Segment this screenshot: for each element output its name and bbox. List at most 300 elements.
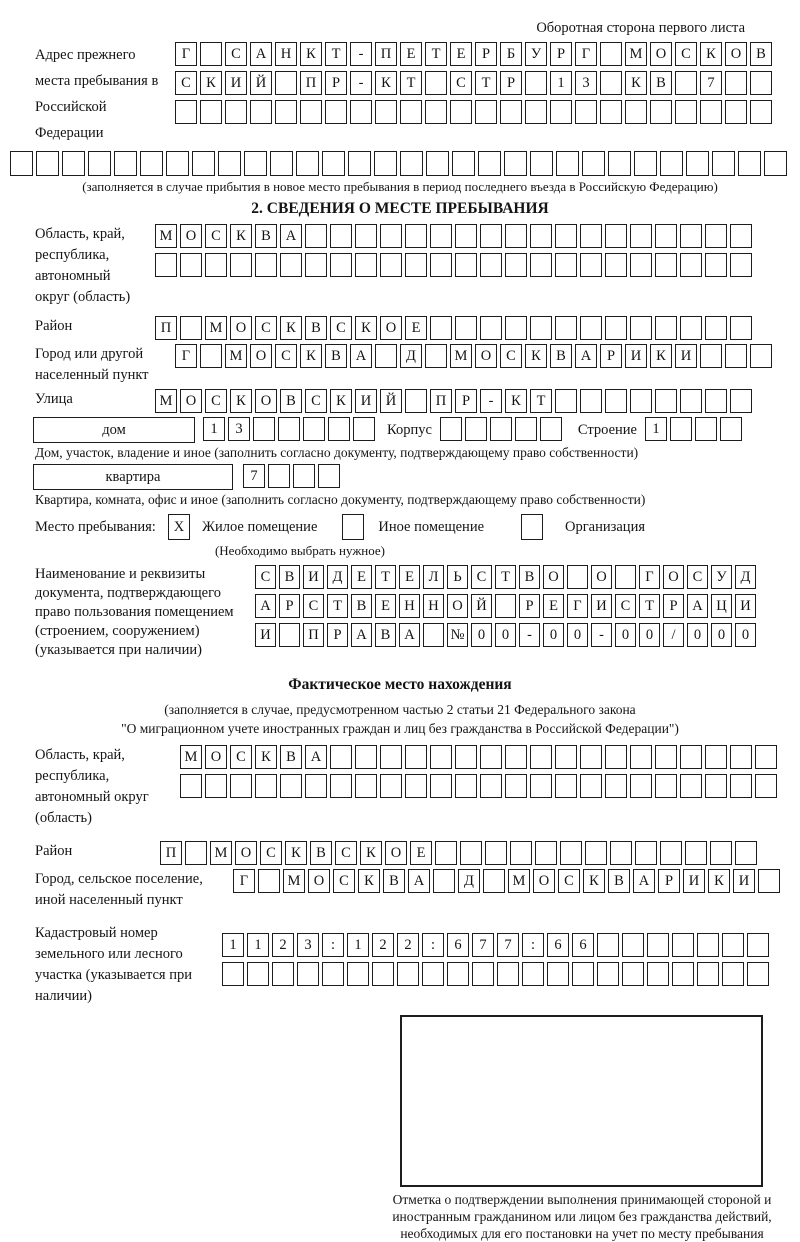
char-cell[interactable]: Д bbox=[400, 344, 422, 368]
char-cell[interactable] bbox=[680, 253, 702, 277]
char-cell[interactable] bbox=[405, 224, 427, 248]
char-cell[interactable]: С bbox=[275, 344, 297, 368]
char-cell[interactable] bbox=[279, 623, 300, 647]
char-cell[interactable]: О bbox=[543, 565, 564, 589]
char-cell[interactable] bbox=[430, 774, 452, 798]
char-cell[interactable]: В bbox=[305, 316, 327, 340]
char-cell[interactable]: Р bbox=[455, 389, 477, 413]
char-cell[interactable] bbox=[535, 841, 557, 865]
char-cell[interactable] bbox=[670, 417, 692, 441]
char-cell[interactable]: Т bbox=[327, 594, 348, 618]
char-cell[interactable] bbox=[480, 316, 502, 340]
char-cell[interactable] bbox=[405, 253, 427, 277]
char-cell[interactable] bbox=[440, 417, 462, 441]
char-cell[interactable] bbox=[200, 42, 222, 66]
char-cell[interactable] bbox=[258, 869, 280, 893]
char-cell[interactable] bbox=[478, 151, 501, 176]
char-cell[interactable]: - bbox=[591, 623, 612, 647]
char-cell[interactable]: О bbox=[180, 224, 202, 248]
char-cell[interactable] bbox=[405, 389, 427, 413]
char-cell[interactable]: В bbox=[519, 565, 540, 589]
char-cell[interactable] bbox=[530, 774, 552, 798]
char-cell[interactable]: С bbox=[305, 389, 327, 413]
char-cell[interactable]: Н bbox=[399, 594, 420, 618]
char-cell[interactable]: Р bbox=[327, 623, 348, 647]
char-cell[interactable]: Е bbox=[543, 594, 564, 618]
char-cell[interactable]: 6 bbox=[547, 933, 569, 957]
char-cell[interactable] bbox=[280, 774, 302, 798]
char-cell[interactable] bbox=[374, 151, 397, 176]
char-cell[interactable]: 1 bbox=[247, 933, 269, 957]
char-cell[interactable]: К bbox=[583, 869, 605, 893]
char-cell[interactable]: В bbox=[750, 42, 772, 66]
char-cell[interactable]: Р bbox=[658, 869, 680, 893]
char-cell[interactable] bbox=[280, 253, 302, 277]
char-cell[interactable] bbox=[497, 962, 519, 986]
char-cell[interactable] bbox=[675, 100, 697, 124]
char-cell[interactable] bbox=[555, 389, 577, 413]
char-cell[interactable] bbox=[270, 151, 293, 176]
char-cell[interactable]: Л bbox=[423, 565, 444, 589]
char-cell[interactable]: К bbox=[200, 71, 222, 95]
char-cell[interactable] bbox=[10, 151, 33, 176]
char-cell[interactable]: К bbox=[700, 42, 722, 66]
char-cell[interactable]: У bbox=[525, 42, 547, 66]
char-cell[interactable] bbox=[505, 774, 527, 798]
char-cell[interactable] bbox=[530, 151, 553, 176]
char-cell[interactable] bbox=[655, 745, 677, 769]
char-cell[interactable]: О bbox=[663, 565, 684, 589]
char-cell[interactable] bbox=[600, 71, 622, 95]
char-cell[interactable] bbox=[580, 224, 602, 248]
char-cell[interactable] bbox=[750, 100, 772, 124]
char-cell[interactable] bbox=[297, 962, 319, 986]
char-cell[interactable]: Й bbox=[250, 71, 272, 95]
char-cell[interactable]: М bbox=[155, 224, 177, 248]
char-cell[interactable]: С bbox=[230, 745, 252, 769]
char-cell[interactable] bbox=[375, 100, 397, 124]
char-cell[interactable] bbox=[300, 100, 322, 124]
char-cell[interactable]: С bbox=[255, 316, 277, 340]
char-cell[interactable] bbox=[697, 933, 719, 957]
char-cell[interactable] bbox=[764, 151, 787, 176]
char-cell[interactable]: К bbox=[650, 344, 672, 368]
char-cell[interactable] bbox=[725, 344, 747, 368]
char-cell[interactable] bbox=[597, 962, 619, 986]
char-cell[interactable]: И bbox=[355, 389, 377, 413]
char-cell[interactable]: К bbox=[525, 344, 547, 368]
char-cell[interactable]: В bbox=[608, 869, 630, 893]
char-cell[interactable] bbox=[325, 100, 347, 124]
char-cell[interactable]: К bbox=[375, 71, 397, 95]
char-cell[interactable]: Г bbox=[575, 42, 597, 66]
zhiloe-checkbox[interactable]: X bbox=[168, 514, 190, 540]
char-cell[interactable]: Е bbox=[400, 42, 422, 66]
char-cell[interactable]: 1 bbox=[645, 417, 667, 441]
char-cell[interactable]: : bbox=[422, 933, 444, 957]
char-cell[interactable] bbox=[580, 316, 602, 340]
char-cell[interactable] bbox=[405, 745, 427, 769]
char-cell[interactable] bbox=[455, 316, 477, 340]
char-cell[interactable]: К bbox=[230, 224, 252, 248]
char-cell[interactable] bbox=[710, 841, 732, 865]
char-cell[interactable] bbox=[230, 774, 252, 798]
char-cell[interactable] bbox=[530, 745, 552, 769]
char-cell[interactable] bbox=[475, 100, 497, 124]
char-cell[interactable] bbox=[680, 774, 702, 798]
char-cell[interactable] bbox=[222, 962, 244, 986]
char-cell[interactable]: - bbox=[519, 623, 540, 647]
char-cell[interactable] bbox=[205, 253, 227, 277]
char-cell[interactable] bbox=[597, 933, 619, 957]
char-cell[interactable]: М bbox=[155, 389, 177, 413]
char-cell[interactable] bbox=[605, 774, 627, 798]
char-cell[interactable] bbox=[555, 745, 577, 769]
char-cell[interactable] bbox=[423, 623, 444, 647]
char-cell[interactable]: И bbox=[683, 869, 705, 893]
char-cell[interactable] bbox=[750, 71, 772, 95]
char-cell[interactable]: В bbox=[280, 745, 302, 769]
char-cell[interactable]: 0 bbox=[543, 623, 564, 647]
char-cell[interactable]: Р bbox=[500, 71, 522, 95]
char-cell[interactable]: П bbox=[303, 623, 324, 647]
char-cell[interactable] bbox=[672, 962, 694, 986]
char-cell[interactable] bbox=[200, 344, 222, 368]
char-cell[interactable]: 1 bbox=[203, 417, 225, 441]
char-cell[interactable] bbox=[155, 253, 177, 277]
char-cell[interactable] bbox=[738, 151, 761, 176]
char-cell[interactable]: 2 bbox=[372, 933, 394, 957]
char-cell[interactable]: С bbox=[471, 565, 492, 589]
char-cell[interactable] bbox=[430, 316, 452, 340]
char-cell[interactable]: Р bbox=[600, 344, 622, 368]
char-cell[interactable]: И bbox=[225, 71, 247, 95]
char-cell[interactable] bbox=[275, 71, 297, 95]
char-cell[interactable] bbox=[730, 224, 752, 248]
char-cell[interactable]: П bbox=[430, 389, 452, 413]
char-cell[interactable]: А bbox=[575, 344, 597, 368]
char-cell[interactable] bbox=[600, 42, 622, 66]
char-cell[interactable]: 7 bbox=[700, 71, 722, 95]
char-cell[interactable] bbox=[660, 151, 683, 176]
char-cell[interactable] bbox=[560, 841, 582, 865]
char-cell[interactable]: К bbox=[300, 344, 322, 368]
char-cell[interactable] bbox=[580, 774, 602, 798]
char-cell[interactable] bbox=[600, 100, 622, 124]
char-cell[interactable] bbox=[480, 745, 502, 769]
char-cell[interactable]: С bbox=[333, 869, 355, 893]
char-cell[interactable]: А bbox=[633, 869, 655, 893]
char-cell[interactable] bbox=[180, 316, 202, 340]
char-cell[interactable]: Е bbox=[450, 42, 472, 66]
char-cell[interactable] bbox=[192, 151, 215, 176]
char-cell[interactable]: - bbox=[350, 71, 372, 95]
char-cell[interactable] bbox=[330, 745, 352, 769]
char-cell[interactable]: У bbox=[711, 565, 732, 589]
char-cell[interactable] bbox=[582, 151, 605, 176]
char-cell[interactable]: И bbox=[735, 594, 756, 618]
char-cell[interactable] bbox=[205, 774, 227, 798]
char-cell[interactable]: А bbox=[399, 623, 420, 647]
char-cell[interactable]: 1 bbox=[222, 933, 244, 957]
char-cell[interactable] bbox=[510, 841, 532, 865]
char-cell[interactable] bbox=[425, 71, 447, 95]
char-cell[interactable] bbox=[572, 962, 594, 986]
char-cell[interactable] bbox=[675, 71, 697, 95]
char-cell[interactable] bbox=[433, 869, 455, 893]
char-cell[interactable] bbox=[605, 389, 627, 413]
char-cell[interactable]: О bbox=[475, 344, 497, 368]
char-cell[interactable] bbox=[547, 962, 569, 986]
char-cell[interactable]: И bbox=[303, 565, 324, 589]
char-cell[interactable] bbox=[330, 774, 352, 798]
char-cell[interactable] bbox=[450, 100, 472, 124]
char-cell[interactable] bbox=[490, 417, 512, 441]
char-cell[interactable] bbox=[455, 745, 477, 769]
char-cell[interactable] bbox=[452, 151, 475, 176]
char-cell[interactable]: С bbox=[303, 594, 324, 618]
char-cell[interactable] bbox=[305, 253, 327, 277]
char-cell[interactable]: 2 bbox=[397, 933, 419, 957]
char-cell[interactable] bbox=[605, 745, 627, 769]
char-cell[interactable] bbox=[630, 316, 652, 340]
char-cell[interactable]: М bbox=[625, 42, 647, 66]
char-cell[interactable] bbox=[505, 224, 527, 248]
char-cell[interactable]: Т bbox=[475, 71, 497, 95]
char-cell[interactable] bbox=[305, 774, 327, 798]
char-cell[interactable] bbox=[530, 253, 552, 277]
char-cell[interactable] bbox=[88, 151, 111, 176]
char-cell[interactable] bbox=[400, 100, 422, 124]
char-cell[interactable]: С bbox=[615, 594, 636, 618]
char-cell[interactable]: С bbox=[205, 389, 227, 413]
char-cell[interactable]: М bbox=[225, 344, 247, 368]
char-cell[interactable] bbox=[375, 344, 397, 368]
char-cell[interactable] bbox=[36, 151, 59, 176]
char-cell[interactable]: И bbox=[255, 623, 276, 647]
char-cell[interactable] bbox=[725, 100, 747, 124]
char-cell[interactable] bbox=[685, 841, 707, 865]
char-cell[interactable]: В bbox=[650, 71, 672, 95]
char-cell[interactable]: Д bbox=[327, 565, 348, 589]
char-cell[interactable] bbox=[730, 389, 752, 413]
char-cell[interactable]: / bbox=[663, 623, 684, 647]
char-cell[interactable]: А bbox=[687, 594, 708, 618]
char-cell[interactable]: 7 bbox=[472, 933, 494, 957]
char-cell[interactable]: О bbox=[235, 841, 257, 865]
char-cell[interactable]: В bbox=[550, 344, 572, 368]
char-cell[interactable]: О bbox=[725, 42, 747, 66]
char-cell[interactable] bbox=[550, 100, 572, 124]
char-cell[interactable] bbox=[435, 841, 457, 865]
char-cell[interactable] bbox=[275, 100, 297, 124]
char-cell[interactable] bbox=[400, 151, 423, 176]
char-cell[interactable]: С bbox=[330, 316, 352, 340]
char-cell[interactable]: О bbox=[230, 316, 252, 340]
char-cell[interactable]: С bbox=[675, 42, 697, 66]
char-cell[interactable]: Т bbox=[639, 594, 660, 618]
char-cell[interactable] bbox=[303, 417, 325, 441]
char-cell[interactable] bbox=[608, 151, 631, 176]
char-cell[interactable] bbox=[525, 71, 547, 95]
char-cell[interactable] bbox=[166, 151, 189, 176]
char-cell[interactable]: Р bbox=[519, 594, 540, 618]
char-cell[interactable] bbox=[422, 962, 444, 986]
char-cell[interactable]: Б bbox=[500, 42, 522, 66]
char-cell[interactable] bbox=[610, 841, 632, 865]
char-cell[interactable] bbox=[705, 316, 727, 340]
char-cell[interactable] bbox=[605, 224, 627, 248]
char-cell[interactable] bbox=[247, 962, 269, 986]
char-cell[interactable] bbox=[200, 100, 222, 124]
char-cell[interactable] bbox=[647, 933, 669, 957]
char-cell[interactable] bbox=[472, 962, 494, 986]
char-cell[interactable]: К bbox=[358, 869, 380, 893]
char-cell[interactable]: К bbox=[708, 869, 730, 893]
char-cell[interactable] bbox=[750, 344, 772, 368]
char-cell[interactable]: М bbox=[450, 344, 472, 368]
char-cell[interactable] bbox=[504, 151, 527, 176]
char-cell[interactable]: И bbox=[591, 594, 612, 618]
char-cell[interactable]: О bbox=[591, 565, 612, 589]
char-cell[interactable]: С bbox=[205, 224, 227, 248]
char-cell[interactable] bbox=[735, 841, 757, 865]
char-cell[interactable]: И bbox=[675, 344, 697, 368]
char-cell[interactable] bbox=[355, 774, 377, 798]
char-cell[interactable] bbox=[758, 869, 780, 893]
char-cell[interactable]: М bbox=[205, 316, 227, 340]
char-cell[interactable]: Р bbox=[550, 42, 572, 66]
char-cell[interactable]: 2 bbox=[272, 933, 294, 957]
char-cell[interactable]: 1 bbox=[550, 71, 572, 95]
char-cell[interactable]: Г bbox=[639, 565, 660, 589]
char-cell[interactable] bbox=[700, 344, 722, 368]
char-cell[interactable]: О bbox=[205, 745, 227, 769]
char-cell[interactable] bbox=[255, 774, 277, 798]
char-cell[interactable] bbox=[680, 745, 702, 769]
char-cell[interactable]: : bbox=[522, 933, 544, 957]
char-cell[interactable]: 0 bbox=[711, 623, 732, 647]
char-cell[interactable] bbox=[426, 151, 449, 176]
char-cell[interactable] bbox=[747, 933, 769, 957]
char-cell[interactable] bbox=[244, 151, 267, 176]
char-cell[interactable]: К bbox=[280, 316, 302, 340]
char-cell[interactable]: Н bbox=[423, 594, 444, 618]
char-cell[interactable] bbox=[730, 774, 752, 798]
char-cell[interactable] bbox=[447, 962, 469, 986]
char-cell[interactable]: С bbox=[558, 869, 580, 893]
char-cell[interactable]: К bbox=[285, 841, 307, 865]
char-cell[interactable] bbox=[605, 316, 627, 340]
char-cell[interactable] bbox=[185, 841, 207, 865]
char-cell[interactable] bbox=[655, 389, 677, 413]
char-cell[interactable] bbox=[495, 594, 516, 618]
char-cell[interactable]: В bbox=[351, 594, 372, 618]
char-cell[interactable] bbox=[630, 224, 652, 248]
char-cell[interactable]: С bbox=[450, 71, 472, 95]
char-cell[interactable]: Г bbox=[233, 869, 255, 893]
char-cell[interactable]: О bbox=[447, 594, 468, 618]
char-cell[interactable]: В bbox=[325, 344, 347, 368]
char-cell[interactable] bbox=[525, 100, 547, 124]
char-cell[interactable]: К bbox=[360, 841, 382, 865]
char-cell[interactable]: Р bbox=[475, 42, 497, 66]
char-cell[interactable]: О bbox=[180, 389, 202, 413]
char-cell[interactable] bbox=[268, 464, 290, 488]
char-cell[interactable]: Р bbox=[663, 594, 684, 618]
char-cell[interactable]: О bbox=[385, 841, 407, 865]
char-cell[interactable] bbox=[480, 253, 502, 277]
char-cell[interactable]: Г bbox=[175, 42, 197, 66]
char-cell[interactable]: С bbox=[175, 71, 197, 95]
char-cell[interactable]: С bbox=[500, 344, 522, 368]
char-cell[interactable]: О bbox=[308, 869, 330, 893]
char-cell[interactable]: А bbox=[408, 869, 430, 893]
char-cell[interactable] bbox=[680, 316, 702, 340]
char-cell[interactable] bbox=[635, 841, 657, 865]
char-cell[interactable]: П bbox=[160, 841, 182, 865]
char-cell[interactable]: К bbox=[300, 42, 322, 66]
char-cell[interactable] bbox=[330, 224, 352, 248]
char-cell[interactable]: С bbox=[225, 42, 247, 66]
char-cell[interactable]: А bbox=[250, 42, 272, 66]
char-cell[interactable] bbox=[330, 253, 352, 277]
char-cell[interactable]: 0 bbox=[639, 623, 660, 647]
char-cell[interactable] bbox=[540, 417, 562, 441]
char-cell[interactable]: К bbox=[505, 389, 527, 413]
char-cell[interactable]: К bbox=[355, 316, 377, 340]
char-cell[interactable] bbox=[630, 389, 652, 413]
char-cell[interactable]: П bbox=[300, 71, 322, 95]
char-cell[interactable] bbox=[730, 316, 752, 340]
char-cell[interactable]: В bbox=[375, 623, 396, 647]
char-cell[interactable] bbox=[455, 224, 477, 248]
char-cell[interactable] bbox=[705, 253, 727, 277]
char-cell[interactable]: К bbox=[230, 389, 252, 413]
char-cell[interactable] bbox=[380, 253, 402, 277]
char-cell[interactable] bbox=[372, 962, 394, 986]
char-cell[interactable] bbox=[655, 774, 677, 798]
char-cell[interactable]: В bbox=[255, 224, 277, 248]
char-cell[interactable]: А bbox=[305, 745, 327, 769]
char-cell[interactable]: А bbox=[255, 594, 276, 618]
char-cell[interactable] bbox=[567, 565, 588, 589]
char-cell[interactable] bbox=[328, 417, 350, 441]
char-cell[interactable] bbox=[575, 100, 597, 124]
char-cell[interactable] bbox=[250, 100, 272, 124]
char-cell[interactable]: М bbox=[508, 869, 530, 893]
char-cell[interactable]: 0 bbox=[735, 623, 756, 647]
char-cell[interactable] bbox=[655, 316, 677, 340]
char-cell[interactable] bbox=[455, 253, 477, 277]
char-cell[interactable] bbox=[225, 100, 247, 124]
char-cell[interactable]: В bbox=[383, 869, 405, 893]
char-cell[interactable] bbox=[630, 774, 652, 798]
org-checkbox[interactable] bbox=[521, 514, 543, 540]
char-cell[interactable]: № bbox=[447, 623, 468, 647]
char-cell[interactable] bbox=[755, 774, 777, 798]
char-cell[interactable] bbox=[672, 933, 694, 957]
char-cell[interactable] bbox=[555, 224, 577, 248]
char-cell[interactable] bbox=[580, 745, 602, 769]
char-cell[interactable] bbox=[175, 100, 197, 124]
char-cell[interactable]: О bbox=[533, 869, 555, 893]
char-cell[interactable] bbox=[515, 417, 537, 441]
char-cell[interactable]: Т bbox=[495, 565, 516, 589]
char-cell[interactable] bbox=[253, 417, 275, 441]
char-cell[interactable] bbox=[480, 224, 502, 248]
char-cell[interactable]: Р bbox=[279, 594, 300, 618]
